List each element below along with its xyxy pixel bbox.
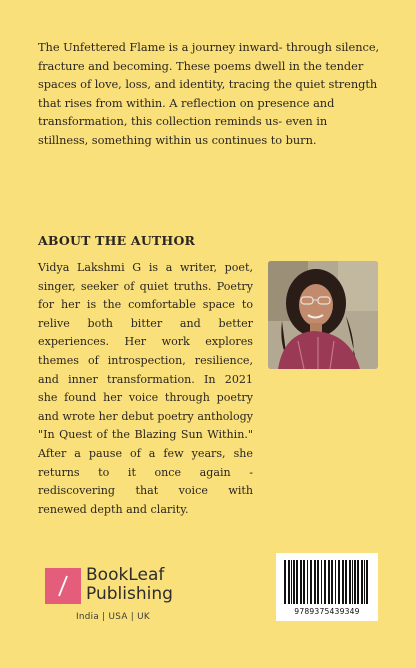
author-bio: Vidya Lakshmi G is a writer, poet, singer, seeker of quiet truths. Poetry for her is the comfortable space to relive both bitter and better experiences. Her work explores themes of introspection, resilience, and inner transformation. In 2021 she found her voice through poetry and wrote her debut poetry anthology "In Quest of the Blazing Sun Within." After a pause of a few years, she returns to it once again - rediscovering that voice with renewed depth and clarity. bbox=[38, 261, 253, 516]
publisher-name-line2: Publishing bbox=[86, 584, 173, 604]
isbn-barcode bbox=[276, 553, 378, 621]
author-photo bbox=[268, 261, 378, 369]
bookleaf-mark-icon bbox=[45, 568, 81, 604]
about-author-heading: ABOUT THE AUTHOR bbox=[38, 233, 196, 248]
barcode-bars bbox=[283, 560, 371, 604]
publisher-name-line1: BookLeaf bbox=[86, 565, 165, 585]
isbn-number: 9789375439349 bbox=[294, 607, 360, 616]
publisher-locations: India | USA | UK bbox=[76, 612, 150, 622]
book-blurb: The Unfettered Flame is a journey inward- through silence, fracture and becoming. These poems dwell in the tender spaces of love, loss, and identity, tracing the quiet strength that rises from within. A reflection on presence and transformation, this collection reminds us- even in stillness, something within us continues to burn. bbox=[38, 40, 380, 147]
